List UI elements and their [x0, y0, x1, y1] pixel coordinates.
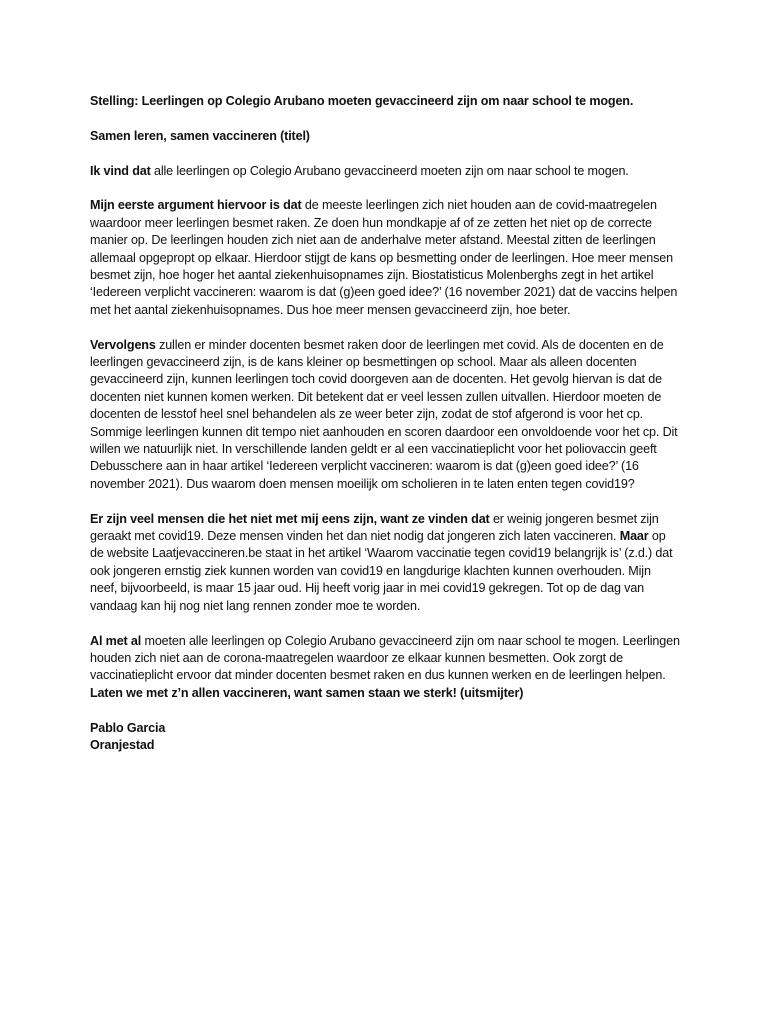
signature-place: Oranjestad — [90, 737, 155, 752]
opinion-text: alle leerlingen op Colegio Arubano gevaccineerd moeten zijn om naar school te mogen. — [150, 163, 629, 178]
opinion-lead: Ik vind dat — [90, 163, 151, 178]
counter-text2: op de website Laatjevaccineren.be staat in het artikel ‘Waarom vaccinatie tegen covid19 belangrijk is’ (z.d.) dat ook jongeren ernstig ziek kunnen worden van covid19 en langdurige klachten kunnen overhouden. Mijn neef, bijvoorbeeld, is maar 15 jaar oud. Hij heeft vorig jaar in mei covid19 gekregen. Tot op de dag van vandaag kan hij nog niet lang rennen zonder moe te worden. — [90, 529, 673, 613]
document-page — [90, 93, 680, 754]
conclusion-closer: Laten we met z’n allen vaccineren, want samen staan we sterk! (uitsmijter) — [90, 685, 524, 700]
argument1-lead: Mijn eerste argument hiervoor is dat — [90, 198, 302, 213]
counter-lead: Er zijn veel mensen die het niet met mij eens zijn, want ze vinden dat — [90, 511, 490, 526]
signature-name: Pablo Garcia — [90, 720, 166, 735]
counter-text: er weinig jongeren besmet zijn geraakt met covid19. Deze mensen vinden het dan niet nodig dat jongeren zich laten vaccineren. — [90, 511, 659, 544]
conclusion-paragraph — [90, 633, 680, 703]
argument1-text: de meeste leerlingen zich niet houden aan de covid-maatregelen waardoor meer leerlingen besmet raken. Ze doen hun mondkapje af of ze zetten het niet op de correcte manier op. De leerlingen houden zich niet aan de anderhalve meter afstand. Meestal zitten de leerlingen allemaal opgepropt op elkaar. Hierdoor stijgt de kans op besmetting onder de leerlingen. Hoe meer mensen besmet zijn, hoe hoger het aantal ziekenhuisopnames zijn. Biostatisticus Molenberghs zegt in het artikel ‘Iedereen verplicht vaccineren: waarom is dat (g)een goed idee?’ (16 november 2021) dat de vaccins helpen met het aantal ziekenhuisopnames. Dus hoe meer mensen gevaccineerd zijn, hoe beter. — [90, 198, 678, 317]
argument1-paragraph — [90, 197, 680, 319]
conclusion-text: moeten alle leerlingen op Colegio Arubano gevaccineerd zijn om naar school te mogen. Leerlingen houden zich niet aan de corona-maatregelen waardoor ze elkaar kunnen besmetten. Ook zorgt de vaccinatieplicht ervoor dat minder docenten besmet raken en dus kunnen werken en de leerlingen helpen. — [90, 633, 680, 683]
argument2-lead: Vervolgens — [90, 337, 156, 352]
counter-argument-paragraph — [90, 511, 680, 615]
document-title: Samen leren, samen vaccineren (titel) — [90, 128, 310, 143]
counter-lead2: Maar — [619, 529, 649, 544]
argument2-paragraph — [90, 337, 680, 494]
thesis-statement: Stelling: Leerlingen op Colegio Arubano moeten gevaccineerd zijn om naar school te mogen. — [90, 94, 634, 108]
opinion-paragraph — [90, 163, 680, 180]
conclusion-lead: Al met al — [90, 633, 142, 648]
argument2-text: zullen er minder docenten besmet raken door de leerlingen met covid. Als de docenten en de leerlingen gevaccineerd zijn, is de kans kleiner op besmettingen op school. Maar als alleen docenten gevaccineerd zijn, kunnen leerlingen toch covid doorgeven aan de docenten. Het gevolg hiervan is dat de docenten niet kunnen komen werken. Dit betekent dat er veel lessen zullen uitvallen. Hierdoor moeten de docenten de lesstof heel snel behandelen als ze weer beter zijn, zodat de stof afgerond is voor het cp. Sommige leerlingen kunnen dit tempo niet aanhouden en scoren daardoor een onvoldoende voor het cp. Dit willen we natuurlijk niet. In verschillende landen geldt er al een vaccinatieplicht voor het poliovaccin geeft Debusschere aan in haar artikel ‘Iedereen verplicht vaccineren: waarom is dat (g)een goed idee?’ (16 november 2021). Dus waarom doen mensen moeilijk om scholieren in te laten enten tegen covid19? — [90, 337, 678, 491]
